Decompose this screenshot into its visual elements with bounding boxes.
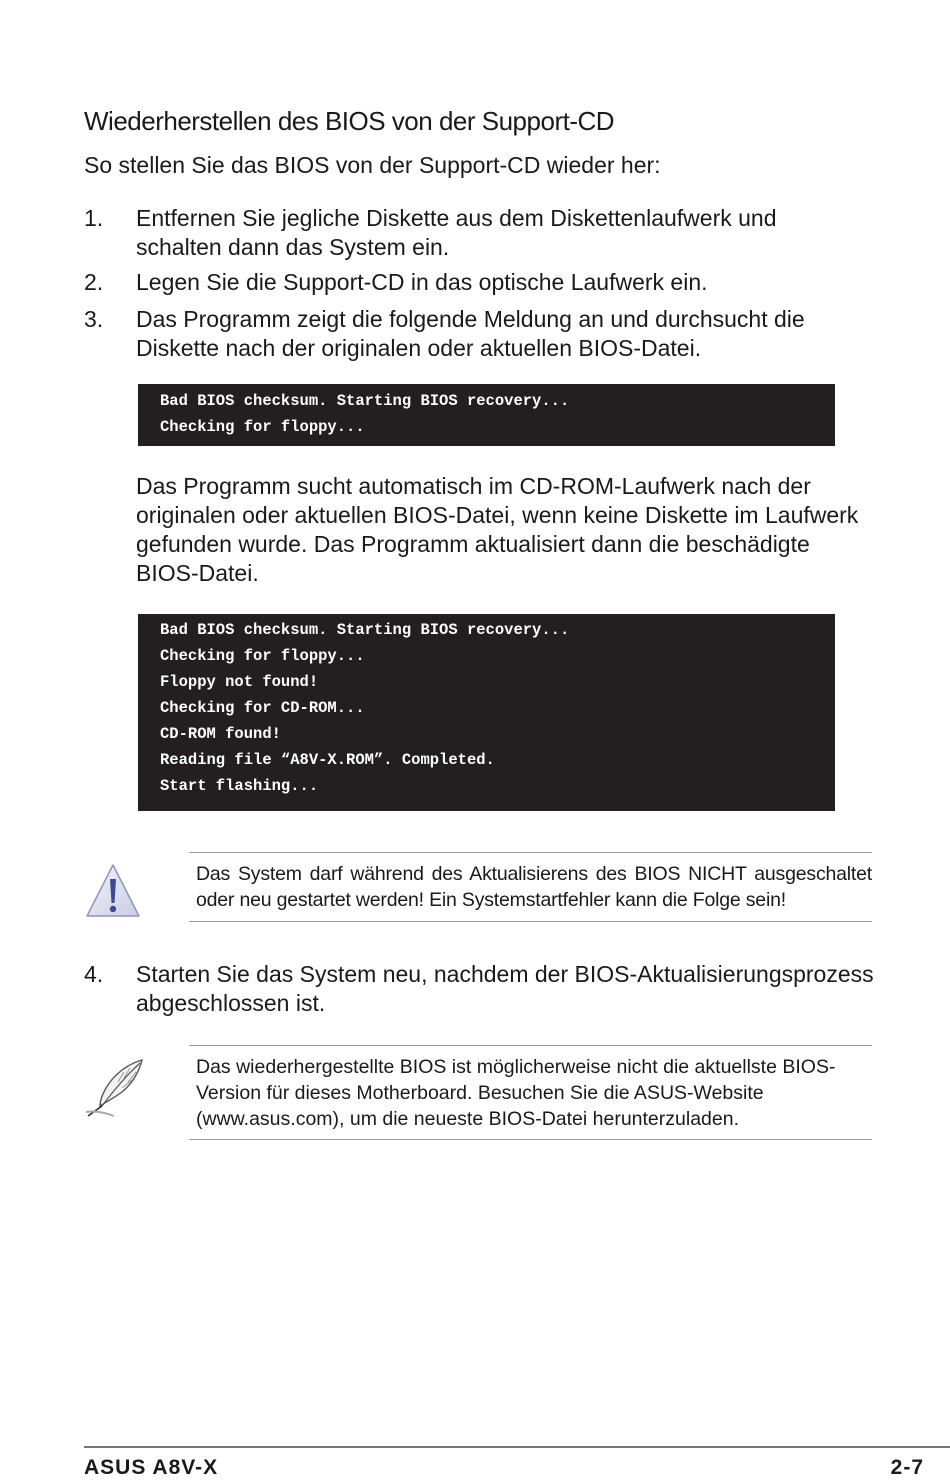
feather-pen-icon [84, 1056, 146, 1118]
note-bottom-rule [189, 1139, 872, 1140]
footer-page-number: 2-7 [890, 1456, 924, 1479]
step-text: Entfernen Sie jegliche Diskette aus dem Diskettenlaufwerk und schalten dann das System ein. [136, 205, 777, 260]
step-2 [84, 268, 884, 297]
console-line: Start flashing... [160, 777, 319, 795]
console-output-2 [138, 614, 835, 811]
note-top-rule [189, 1045, 872, 1046]
step-text: Legen Sie die Support-CD in das optische Laufwerk ein. [136, 269, 708, 295]
warning-top-rule [189, 852, 872, 853]
console-line: Checking for floppy... [160, 647, 365, 665]
step-number: 2. [84, 269, 104, 295]
console-output-1 [138, 384, 835, 446]
step-text: Starten Sie das System neu, nachdem der BIOS-Aktualisierungsprozess abgeschlossen ist. [136, 961, 874, 1016]
footer-product-name: ASUS A8V-X [84, 1456, 219, 1479]
console-line: Floppy not found! [160, 673, 319, 691]
step-4 [84, 960, 884, 1018]
step-3 [84, 305, 884, 363]
console-line: Checking for floppy... [160, 418, 365, 436]
warning-text: Das System darf während des Aktualisierens des BIOS NICHT ausgeschaltet oder neu gestartet werden! Ein Systemstartfehler kann die Folge sein! [196, 863, 872, 911]
description-paragraph: Das Programm sucht automatisch im CD-ROM-Laufwerk nach der originalen oder aktuellen BIOS-Datei, wenn keine Diskette im Laufwerk gefunden wurde. Das Programm aktualisiert dann die beschädigte BIOS-Datei. [136, 473, 859, 586]
footer-rule [84, 1446, 950, 1448]
console-line: Bad BIOS checksum. Starting BIOS recovery... [160, 392, 570, 410]
console-line: Bad BIOS checksum. Starting BIOS recovery... [160, 621, 570, 639]
step-text: Das Programm zeigt die folgende Meldung an und durchsucht die Diskette nach der originalen oder aktuellen BIOS-Datei. [136, 306, 805, 361]
console-line: CD-ROM found! [160, 725, 281, 743]
console-line: Reading file “A8V-X.ROM”. Completed. [160, 751, 495, 769]
step-1 [84, 204, 884, 262]
section-heading: Wiederherstellen des BIOS von der Support-CD [84, 106, 615, 136]
warning-icon [84, 862, 142, 920]
step-number: 4. [84, 961, 104, 987]
console-line: Checking for CD-ROM... [160, 699, 365, 717]
step-number: 1. [84, 205, 104, 231]
warning-bottom-rule [189, 921, 872, 922]
step-number: 3. [84, 306, 104, 332]
note-text: Das wiederhergestellte BIOS ist möglicherweise nicht die aktuellste BIOS-Version für dieses Motherboard. Besuchen Sie die ASUS-Website (www.asus.com), um die neueste BIOS-Datei herunterzuladen. [196, 1056, 836, 1130]
intro-text: So stellen Sie das BIOS von der Support-CD wieder her: [84, 152, 661, 178]
